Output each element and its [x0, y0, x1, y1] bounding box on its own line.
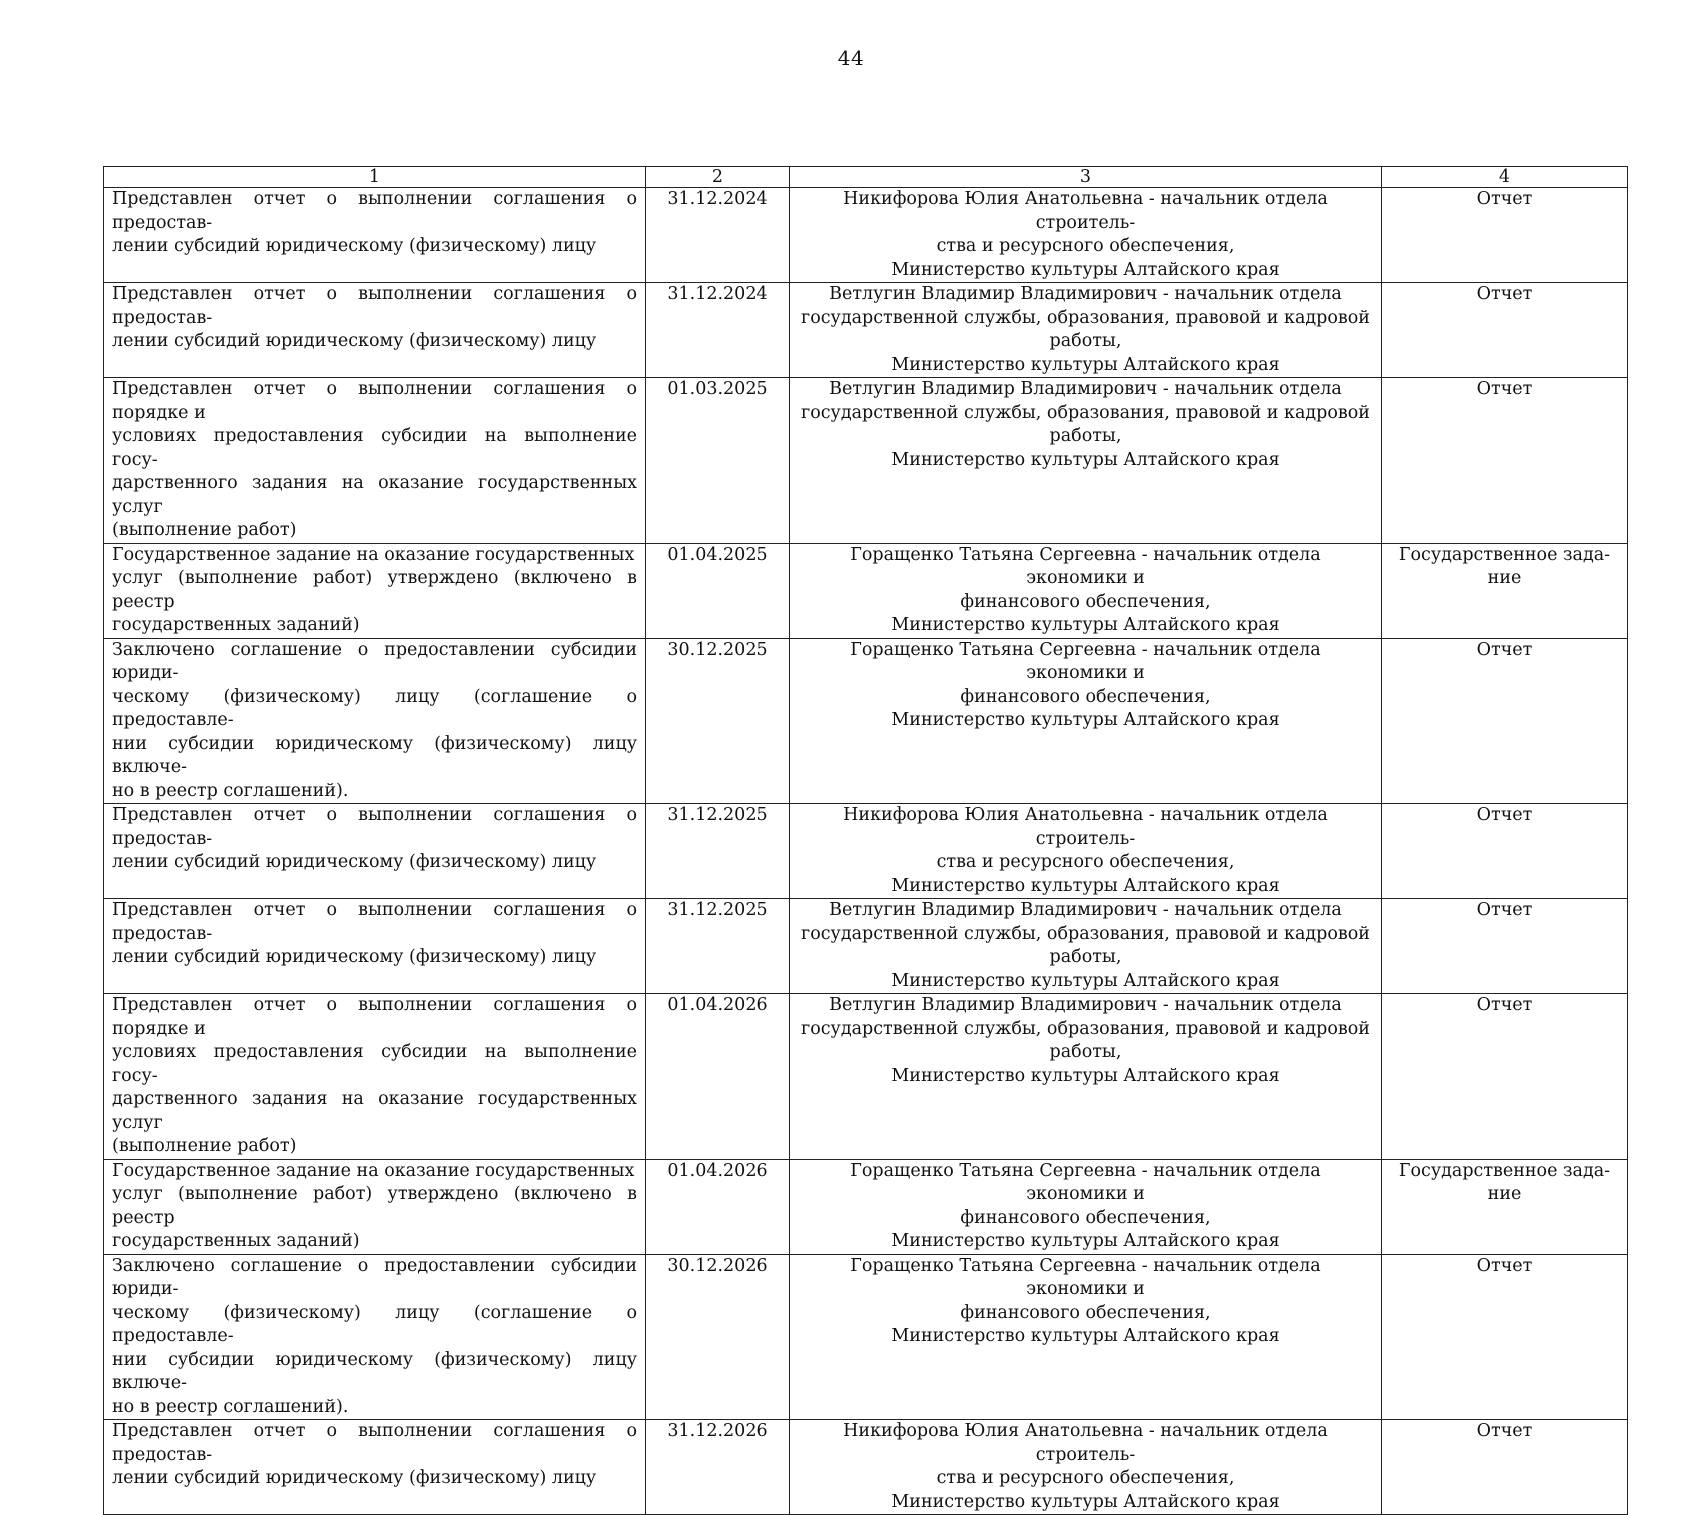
responsible-person-cell-line: Министерство культуры Алтайского края: [891, 259, 1280, 280]
responsible-person-cell-line: Горащенко Татьяна Сергеевна - начальник отдела экономики и: [850, 1255, 1321, 1299]
event-description-cell-line: (выполнение работ): [112, 1136, 297, 1156]
responsible-person-cell-line: Министерство культуры Алтайского края: [891, 875, 1280, 896]
responsible-person-cell: [790, 378, 1382, 544]
event-date-cell: 01.04.2026: [646, 994, 790, 1160]
document-type-cell-line: Отчет: [1476, 284, 1533, 304]
table-row: [104, 994, 1628, 1160]
responsible-person-cell-line: государственной службы, образования, правовой и кадровой: [801, 307, 1370, 328]
event-description-cell: [104, 1420, 646, 1515]
event-description-cell: [104, 543, 646, 638]
event-description-cell-line: дарственного задания на оказание государственных услуг: [112, 473, 637, 517]
document-type-cell-line: Государственное зада-: [1398, 1160, 1611, 1181]
table-header-row: [104, 167, 1628, 188]
document-type-cell: [1382, 188, 1628, 283]
event-description-cell-line: дарственного задания на оказание государственных услуг: [112, 1089, 637, 1133]
responsible-person-cell-line: государственной службы, образования, правовой и кадровой: [801, 402, 1370, 423]
responsible-person-cell-line: Ветлугин Владимир Владимирович - начальник отдела: [829, 900, 1342, 920]
event-date-cell: 31.12.2024: [646, 188, 790, 283]
responsible-person-cell-line: Министерство культуры Алтайского края: [891, 1065, 1280, 1086]
event-description-cell: [104, 283, 646, 378]
table-row: [104, 899, 1628, 994]
document-type-cell-line: ние: [1487, 1184, 1522, 1204]
document-type-cell-line: Отчет: [1476, 1421, 1533, 1441]
responsible-person-cell-line: Министерство культуры Алтайского края: [891, 1326, 1280, 1346]
responsible-person-cell-line: Никифорова Юлия Анатольевна - начальник отдела строитель-: [843, 189, 1328, 233]
event-description-cell-line: нии субсидии юридическому (физическому) лицу включе-: [112, 733, 637, 777]
responsible-person-cell: [790, 1254, 1382, 1420]
table-row: [104, 378, 1628, 544]
event-description-cell-line: государственных заданий): [112, 1231, 360, 1251]
document-type-cell: [1382, 543, 1628, 638]
responsible-person-cell-line: Горащенко Татьяна Сергеевна - начальник отдела экономики и: [850, 1160, 1321, 1204]
responsible-person-cell-line: Ветлугин Владимир Владимирович - начальник отдела: [829, 284, 1342, 304]
document-type-cell-line: Отчет: [1476, 995, 1533, 1015]
responsible-person-cell-line: Никифорова Юлия Анатольевна - начальник отдела строитель-: [843, 805, 1328, 849]
responsible-person-cell-line: финансового обеспечения,: [960, 686, 1211, 707]
responsible-person-cell-line: Министерство культуры Алтайского края: [891, 1491, 1280, 1512]
document-type-cell-line: Отчет: [1476, 639, 1533, 660]
responsible-person-cell: [790, 188, 1382, 283]
event-description-cell: [104, 899, 646, 994]
responsible-person-cell: [790, 543, 1382, 638]
document-type-cell-line: Отчет: [1476, 189, 1533, 209]
column-header-4: 4: [1382, 167, 1628, 188]
responsible-person-cell-line: Министерство культуры Алтайского края: [891, 354, 1280, 375]
event-description-cell-line: лении субсидий юридическому (физическому) лицу: [112, 947, 597, 967]
event-date-cell: 01.03.2025: [646, 378, 790, 544]
document-type-cell: [1382, 1420, 1628, 1515]
responsible-person-cell-line: финансового обеспечения,: [960, 1207, 1211, 1228]
event-description-cell: [104, 638, 646, 804]
column-header-1: 1: [104, 167, 646, 188]
responsible-person-cell: [790, 638, 1382, 804]
responsible-person-cell-line: Горащенко Татьяна Сергеевна - начальник отдела экономики и: [850, 639, 1321, 683]
event-date-cell: 30.12.2025: [646, 638, 790, 804]
event-description-cell-line: услуг (выполнение работ) утверждено (включено в реестр: [112, 1184, 637, 1228]
event-description-cell-line: лении субсидий юридическому (физическому) лицу: [112, 852, 597, 872]
table-body: [104, 188, 1628, 1515]
column-header-3: 3: [790, 167, 1382, 188]
responsible-person-cell-line: работы,: [1049, 331, 1122, 351]
responsible-person-cell-line: финансового обеспечения,: [960, 1302, 1211, 1323]
event-description-cell-line: Представлен отчет о выполнении соглашения о порядке и: [112, 379, 637, 423]
event-description-cell-line: Представлен отчет о выполнении соглашения о предостав-: [112, 284, 637, 328]
table-row: [104, 543, 1628, 638]
document-type-cell: [1382, 1159, 1628, 1254]
responsible-person-cell-line: ства и ресурсного обеспечения,: [936, 1468, 1235, 1488]
page-number: 44: [837, 46, 865, 70]
table-row: [104, 1254, 1628, 1420]
responsible-person-cell-line: Министерство культуры Алтайского края: [891, 710, 1280, 730]
responsible-person-cell: [790, 899, 1382, 994]
responsible-person-cell-line: работы,: [1049, 426, 1122, 446]
event-description-cell: [104, 1159, 646, 1254]
event-date-cell: 31.12.2024: [646, 283, 790, 378]
column-header-2: 2: [646, 167, 790, 188]
event-description-cell-line: Представлен отчет о выполнении соглашения о предостав-: [112, 805, 637, 849]
event-description-cell-line: условиях предоставления субсидии на выполнение госу-: [112, 426, 637, 470]
document-type-cell: [1382, 994, 1628, 1160]
event-description-cell: [104, 378, 646, 544]
event-date-cell: 01.04.2025: [646, 543, 790, 638]
document-type-cell-line: Отчет: [1476, 1255, 1533, 1276]
event-description-cell-line: но в реестр соглашений).: [112, 780, 349, 801]
responsible-person-cell-line: Министерство культуры Алтайского края: [891, 1231, 1280, 1251]
event-description-cell: [104, 804, 646, 899]
responsible-person-cell-line: Ветлугин Владимир Владимирович - начальник отдела: [829, 995, 1342, 1015]
responsible-person-cell-line: Никифорова Юлия Анатольевна - начальник отдела строитель-: [843, 1421, 1328, 1465]
event-description-cell-line: лении субсидий юридическому (физическому) лицу: [112, 331, 597, 351]
responsible-person-cell: [790, 1420, 1382, 1515]
event-description-cell-line: (выполнение работ): [112, 520, 297, 540]
event-description-cell-line: Представлен отчет о выполнении соглашения о предостав-: [112, 900, 637, 944]
document-type-cell: [1382, 804, 1628, 899]
responsible-person-cell-line: Министерство культуры Алтайского края: [891, 970, 1280, 991]
document-type-cell: [1382, 638, 1628, 804]
event-date-cell: 31.12.2025: [646, 899, 790, 994]
event-description-cell-line: лении субсидий юридическому (физическому) лицу: [112, 1468, 597, 1488]
event-description-cell: [104, 188, 646, 283]
event-description-cell-line: Заключено соглашение о предоставлении субсидии юриди-: [112, 639, 637, 683]
event-description-cell-line: Государственное задание на оказание государственных: [112, 544, 635, 565]
responsible-person-cell: [790, 804, 1382, 899]
responsible-person-cell-line: Министерство культуры Алтайского края: [891, 449, 1280, 470]
event-description-cell-line: услуг (выполнение работ) утверждено (включено в реестр: [112, 568, 637, 612]
event-description-cell-line: Представлен отчет о выполнении соглашения о предостав-: [112, 189, 637, 233]
responsible-person-cell: [790, 994, 1382, 1160]
responsible-person-cell-line: государственной службы, образования, правовой и кадровой: [801, 923, 1370, 944]
event-description-cell-line: но в реестр соглашений).: [112, 1396, 349, 1417]
responsible-person-cell-line: работы,: [1049, 947, 1122, 967]
event-date-cell: 31.12.2025: [646, 804, 790, 899]
document-type-cell-line: Отчет: [1476, 900, 1533, 920]
table-row: [104, 804, 1628, 899]
responsible-person-cell: [790, 1159, 1382, 1254]
responsible-person-cell-line: финансового обеспечения,: [960, 591, 1211, 612]
event-date-cell: 31.12.2026: [646, 1420, 790, 1515]
event-description-cell-line: ческому (физическому) лицу (соглашение о предоставле-: [112, 686, 637, 730]
document-type-cell-line: ние: [1487, 568, 1522, 588]
event-description-cell-line: ческому (физическому) лицу (соглашение о предоставле-: [112, 1302, 637, 1346]
document-type-cell: [1382, 899, 1628, 994]
event-description-cell: [104, 994, 646, 1160]
event-description-cell-line: Заключено соглашение о предоставлении субсидии юриди-: [112, 1255, 637, 1299]
document-type-cell: [1382, 378, 1628, 544]
document-type-cell-line: Отчет: [1476, 379, 1533, 399]
event-description-cell-line: государственных заданий): [112, 615, 360, 635]
event-date-cell: 01.04.2026: [646, 1159, 790, 1254]
event-description-cell-line: Представлен отчет о выполнении соглашения о предостав-: [112, 1421, 637, 1465]
responsible-person-cell: [790, 283, 1382, 378]
table-row: [104, 283, 1628, 378]
responsible-person-cell-line: Ветлугин Владимир Владимирович - начальник отдела: [829, 379, 1342, 399]
event-description-cell-line: условиях предоставления субсидии на выполнение госу-: [112, 1042, 637, 1086]
responsible-person-cell-line: работы,: [1049, 1042, 1122, 1062]
event-description-cell-line: лении субсидий юридическому (физическому) лицу: [112, 236, 597, 256]
responsible-person-cell-line: государственной службы, образования, правовой и кадровой: [801, 1018, 1370, 1039]
control-points-table: [103, 166, 1628, 1515]
event-description-cell: [104, 1254, 646, 1420]
document-type-cell-line: Отчет: [1476, 805, 1533, 825]
document-type-cell: [1382, 1254, 1628, 1420]
table-row: [104, 1420, 1628, 1515]
responsible-person-cell-line: Министерство культуры Алтайского края: [891, 615, 1280, 635]
responsible-person-cell-line: ства и ресурсного обеспечения,: [936, 852, 1235, 872]
event-description-cell-line: Государственное задание на оказание государственных: [112, 1160, 635, 1181]
table-row: [104, 188, 1628, 283]
event-date-cell: 30.12.2026: [646, 1254, 790, 1420]
responsible-person-cell-line: Горащенко Татьяна Сергеевна - начальник отдела экономики и: [850, 544, 1321, 588]
document-type-cell: [1382, 283, 1628, 378]
event-description-cell-line: Представлен отчет о выполнении соглашения о порядке и: [112, 995, 637, 1039]
table-row: [104, 638, 1628, 804]
document-type-cell-line: Государственное зада-: [1398, 544, 1611, 565]
responsible-person-cell-line: ства и ресурсного обеспечения,: [936, 236, 1235, 256]
event-description-cell-line: нии субсидии юридическому (физическому) лицу включе-: [112, 1349, 637, 1393]
table-row: [104, 1159, 1628, 1254]
